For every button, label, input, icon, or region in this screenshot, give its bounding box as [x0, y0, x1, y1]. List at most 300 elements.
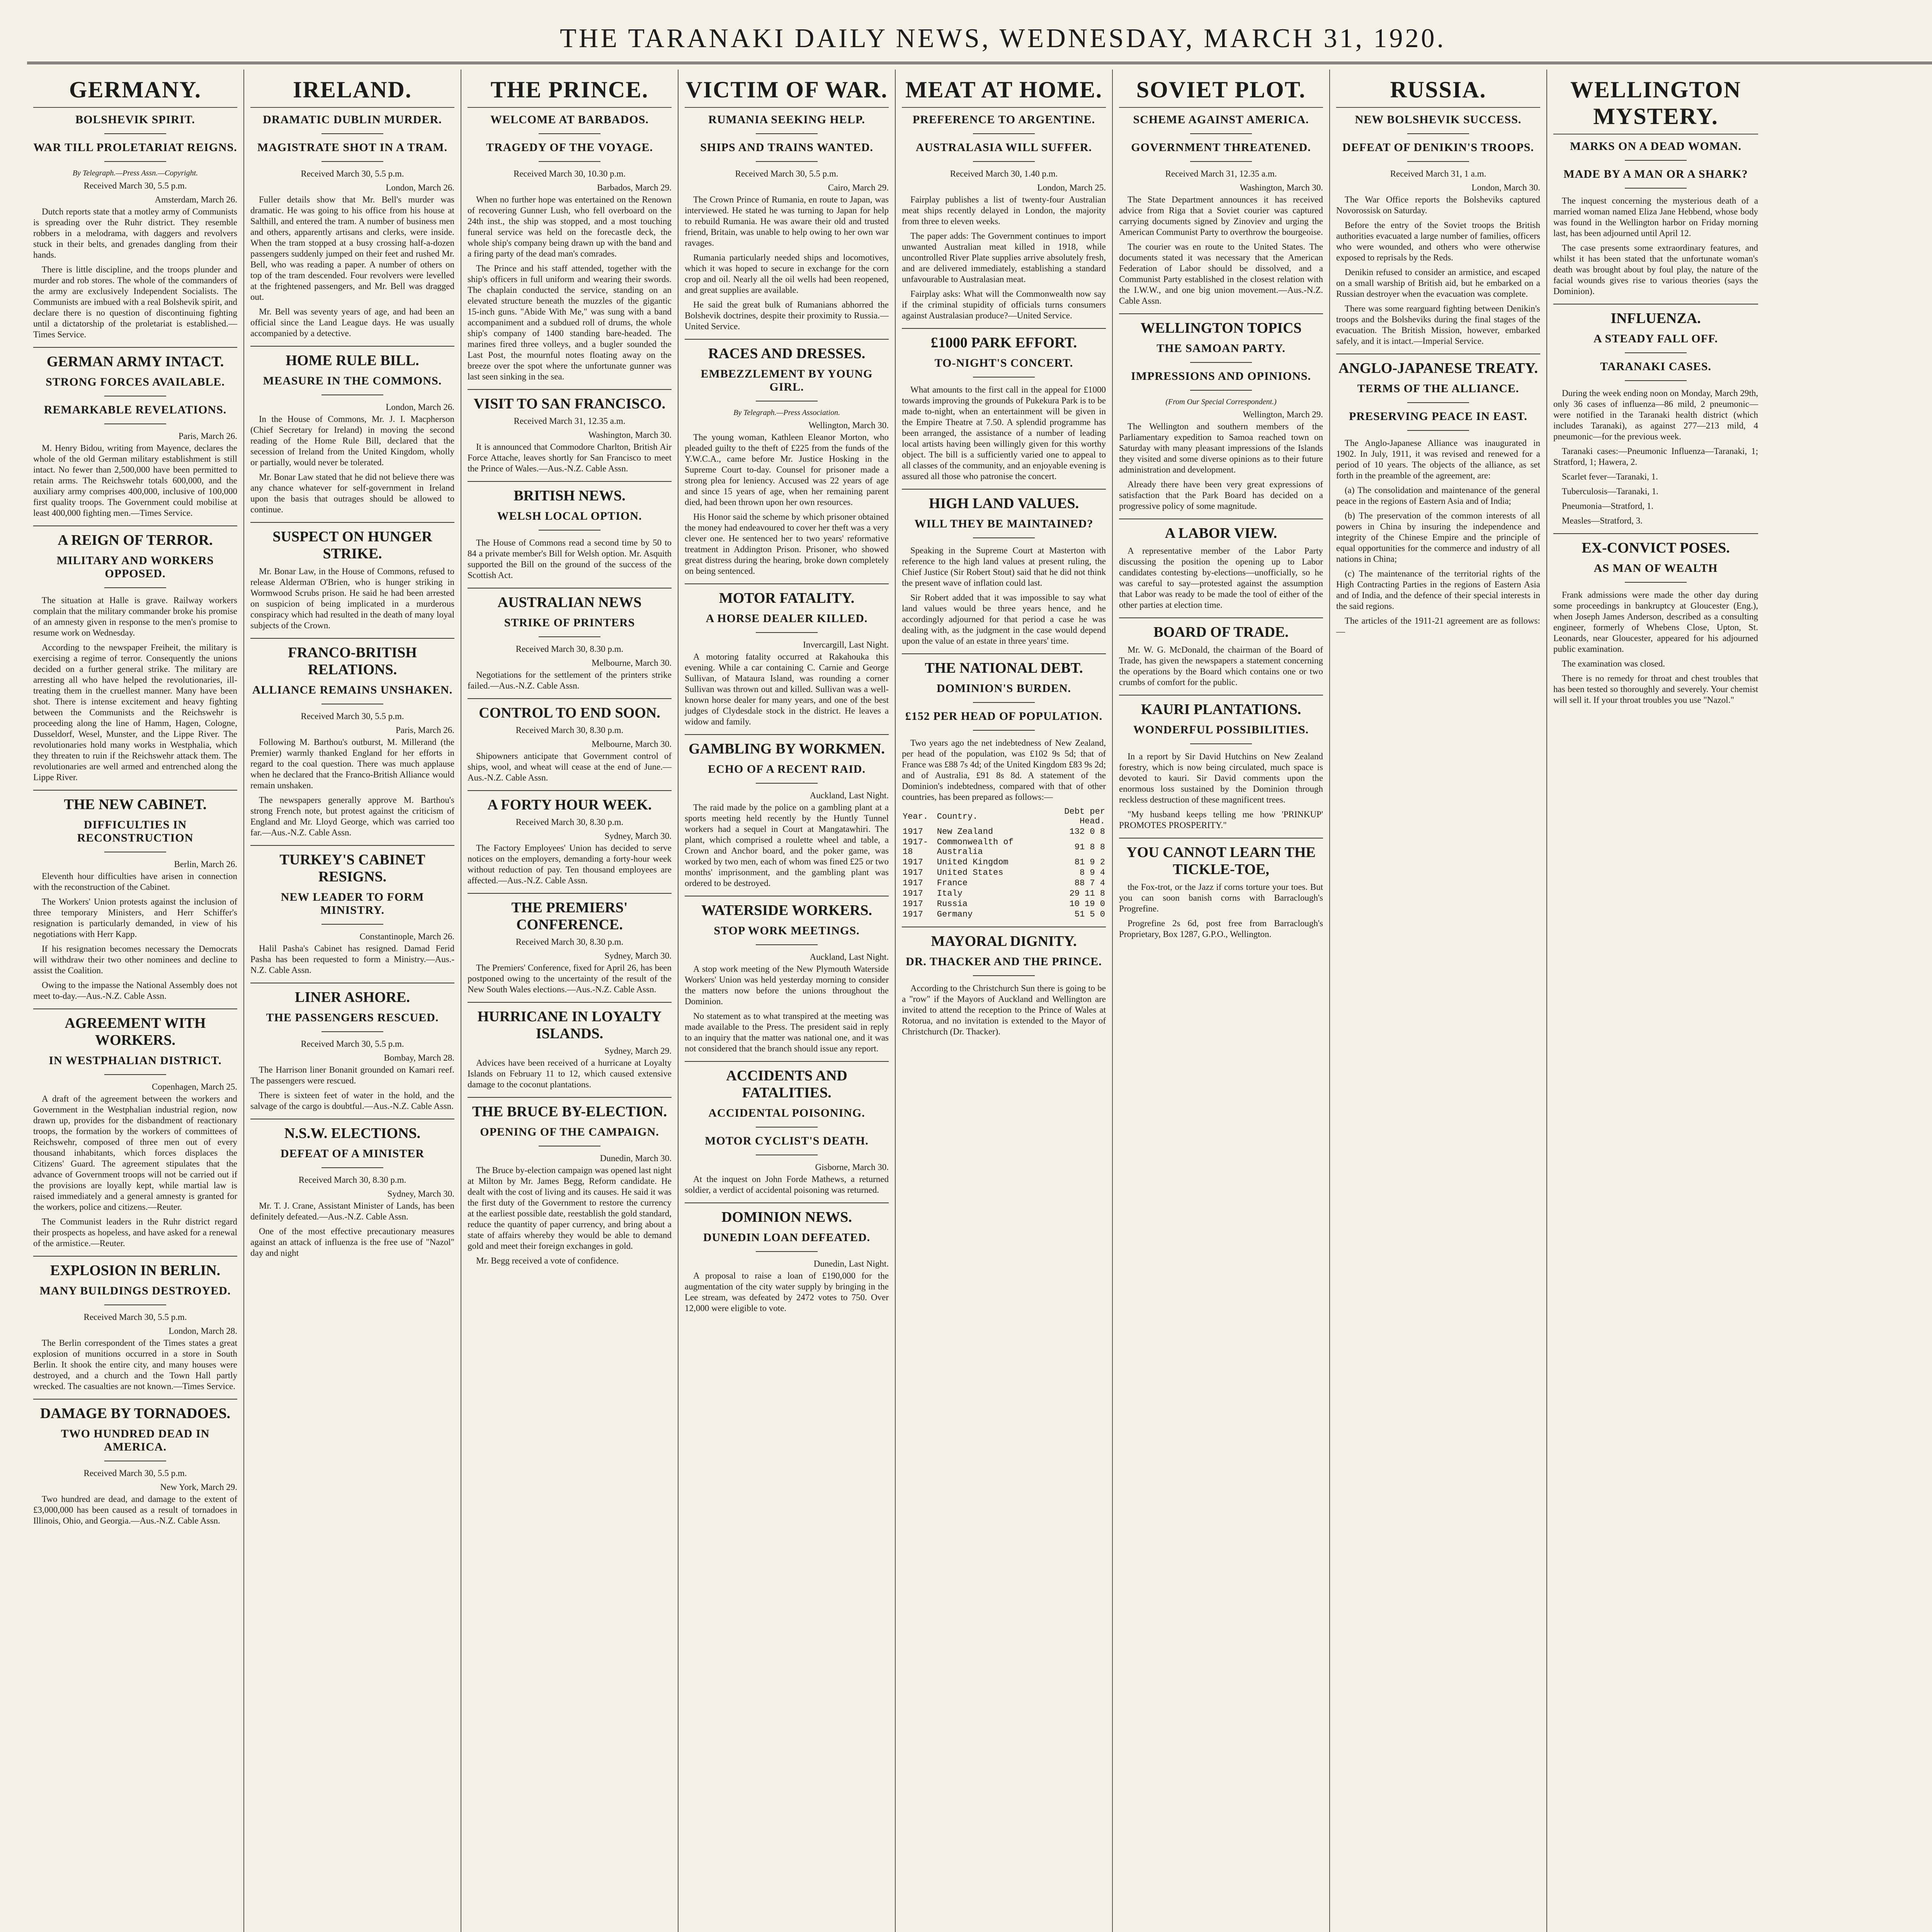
article-paragraph: Eleventh hour difficulties have arisen in connection with the reconstruction of the Cabinet. [33, 871, 237, 892]
article-paragraph: The State Department announces it has received advice from Riga that a Soviet courier was captured carrying documents signed by Zinoviev and urging the American Communist Party to overthrow the bourgeoise. [1119, 195, 1323, 237]
debt-table-cell: 132 0 8 [1069, 827, 1105, 837]
article-heading: YOU CANNOT LEARN THE TICKLE-TOE, [1119, 838, 1323, 878]
rule-divider [321, 924, 383, 925]
article-heading: HIGH LAND VALUES. [902, 489, 1106, 512]
article-paragraph: The situation at Halle is grave. Railway workers complain that the military commander broke his promise of an amnesty given in response to the men's promise to resume work on Wednesday. [33, 595, 237, 638]
debt-table-cell: Russia [937, 899, 968, 909]
article-heading: SOVIET PLOT. [1119, 70, 1323, 108]
article-subhead: OPENING OF THE CAMPAIGN. [480, 1126, 659, 1138]
article-heading: WATERSIDE WORKERS. [685, 896, 889, 919]
article-dateline: Melbourne, March 30. [592, 658, 672, 668]
debt-table-row [902, 837, 1106, 857]
article-paragraph: Mr. Bonar Law stated that he did not believe there was any chance whatever for self-government in Ireland upon the basis that outrages should be allowed to continue. [250, 472, 454, 514]
rule-divider [104, 161, 166, 162]
article-paragraph: Tuberculosis—Taranaki, 1. [1562, 486, 1658, 496]
debt-table-row [902, 878, 1106, 888]
article-paragraph: A draft of the agreement between the workers and Government in the Westphalian industrial region, now drawn up, provides for the disbandment of reactionary troops, the formation by the workers of committees of Reichswehr, composed of three men out of every thousand inhabitants, which forces displaces the Citizens' Guard. The agreement stipulates that the advance of Government troops will not be carried out if the provisions are loyally kept, while martial law is raised immediately and a general amnesty is granted for the workers, police and citizens.—Reuter. [33, 1094, 237, 1212]
article [902, 653, 1106, 920]
article-subhead: DIFFICULTIES IN RECONSTRUCTION [77, 818, 194, 844]
article-paragraph: If his resignation becomes necessary the Democrats will withdraw their two other nominees and decline to assist the Coalition. [33, 944, 237, 975]
article-byline: By Telegraph.—Press Association. [733, 408, 840, 417]
article-dateline: New York, March 29. [160, 1482, 237, 1492]
debt-table-cell: 8 9 4 [1079, 868, 1105, 878]
rule-divider [1407, 402, 1469, 403]
article-heading: RACES AND DRESSES. [685, 339, 889, 362]
rule-divider [1190, 362, 1252, 363]
article-dateline: Washington, March 30. [1240, 183, 1323, 192]
article-subhead: AS MAN OF WEALTH [1594, 562, 1718, 575]
article-dateline: Cairo, March 29. [828, 183, 889, 192]
article-heading: THE NEW CABINET. [33, 790, 237, 813]
rule-divider [756, 1251, 818, 1252]
article-heading: GERMAN ARMY INTACT. [33, 347, 237, 370]
article-subhead: DEFEAT OF A MINISTER [280, 1147, 425, 1160]
rule-divider [1625, 582, 1687, 583]
article [902, 70, 1106, 321]
article [468, 893, 672, 995]
debt-table-cell: 88 7 4 [1074, 878, 1105, 888]
article [33, 526, 237, 783]
rule-divider [539, 530, 600, 531]
article-heading: CONTROL TO END SOON. [468, 698, 672, 721]
article-subhead: SCHEME AGAINST AMERICA. [1133, 113, 1309, 126]
rule-divider [1190, 390, 1252, 391]
rule-divider [321, 1167, 383, 1168]
article-paragraph: According to the Christchurch Sun there is going to be a "row" if the Mayors of Auckland and Wellington are invited to attend the reception to the Prince of Wales at Rotorua, and no invitation is extended to the Mayor of Christchurch (Dr. Thacker). [902, 983, 1106, 1036]
column-8 [1547, 70, 1764, 1932]
article [33, 347, 237, 519]
debt-table-header-cell: Year. [903, 811, 929, 821]
article-paragraph: What amounts to the first call in the appeal for £1000 towards improving the grounds of Pukekura Park is to be made to-night, when an entertainment will be given in the Empire Theatre at 7.50. A splendid programme has been arranged, the assistance of a number of leading local artists having been willingly given for this worthy object. The bill is a sufficiently varied one to appeal to all classes of the community, and an enjoyable evening is assured all those who patronise the concert. [902, 385, 1106, 481]
column-3 [461, 70, 679, 1932]
article-heading: £1000 PARK EFFORT. [902, 328, 1106, 351]
debt-table-cell: New Zealand [937, 827, 993, 837]
article-paragraph: The articles of the 1911-21 agreement are as follows:— [1336, 616, 1540, 636]
article-paragraph: (b) The preservation of the common interests of all powers in China by insuring the independence and integrity of the Chinese Empire and the principle of equal opportunities for the commerce and industry of all nations in China; [1336, 511, 1540, 564]
article-received: Received March 30, 5.5 p.m. [83, 181, 187, 190]
article [250, 845, 454, 976]
article-received: Received March 30, 8.30 p.m. [298, 1175, 406, 1185]
article-paragraph: Following M. Barthou's outburst, M. Millerand (the Premier) warmly thanked England for her efforts in regard to the coal question. There was much applause when he declared that the Franco-British Alliance would remain unshaken. [250, 737, 454, 790]
columns-container [27, 70, 1932, 1932]
article-paragraph: The young woman, Kathleen Eleanor Morton, who pleaded guilty to the theft of £225 from the funds of the Y.W.C.A., came before Mr. Justice Hosking in the Supreme Court to-day. Counsel for prisoner made a strong plea for leniency. Accused was 22 years of age and since 15 years of age, when her remaining parent died, had been thrown upon her own resources. [685, 432, 889, 507]
article [33, 1256, 237, 1392]
debt-table-cell: 1917-18 [903, 837, 929, 857]
article-paragraph: Dutch reports state that a motley army of Communists is spreading over the Ruhr district. They resemble robbers in a melodrama, with daggers and revolvers stuck in their belts, and grenades dangling from their hands. [33, 207, 237, 260]
article-dateline: Berlin, March 26. [174, 859, 237, 869]
debt-table-cell: 51 5 0 [1074, 910, 1105, 919]
rule-divider [973, 537, 1035, 538]
article-paragraph: Taranaki cases:—Pneumonic Influenza—Taranaki, 1; Stratford, 1; Hawera, 2. [1553, 446, 1758, 467]
article-heading: N.S.W. ELECTIONS. [250, 1119, 454, 1142]
article-subhead: AUSTRALASIA WILL SUFFER. [915, 141, 1092, 154]
article-paragraph: His Honor said the scheme by which prisoner obtained the money had endeavoured to cover her theft was a very clever one. He sentenced her to two years' reformative treatment in Addington Prison. Prisoner, who showed great distress during the hearing, broke down completely on being sentenced. [685, 512, 889, 576]
rule-divider [1407, 161, 1469, 162]
debt-table [902, 806, 1106, 920]
article-paragraph: The Harrison liner Bonanit grounded on Kamari reef. The passengers were rescued. [250, 1065, 454, 1085]
article-dateline: Sydney, March 30. [387, 1189, 454, 1199]
article-subhead: ALLIANCE REMAINS UNSHAKEN. [252, 684, 453, 696]
debt-table-cell: Commonwealth of Australia [937, 837, 1014, 857]
article-byline: By Telegraph.—Press Assn.—Copyright. [72, 169, 198, 177]
article-subhead: MARKS ON A DEAD WOMAN. [1570, 140, 1742, 153]
article-paragraph: In the House of Commons, Mr. J. I. Macpherson (Chief Secretary for Ireland) in moving the second reading of the Home Rule Bill, declared that the secession of Ireland from the United Kingdom, wholly or partially, would never be tolerated. [250, 414, 454, 467]
debt-table-cell: 81 9 2 [1074, 857, 1105, 867]
article-subhead: MOTOR CYCLIST'S DEATH. [705, 1134, 869, 1147]
article-heading: KAURI PLANTATIONS. [1119, 695, 1323, 718]
debt-table-cell: 29 11 8 [1069, 889, 1105, 898]
article-subhead: GOVERNMENT THREATENED. [1131, 141, 1311, 154]
article-dateline: Melbourne, March 30. [592, 739, 672, 749]
rule-divider [321, 133, 383, 134]
article-paragraph: Fairplay asks: What will the Commonwealth now say if the criminal stupidity of officials turns consumers against Australasian produce?—United Service. [902, 289, 1106, 320]
article-paragraph: The raid made by the police on a gambling plant at a sports meeting held recently by the Huntly Tunnel workers had a sequel in Court at Mangatawhiri. The plant, which comprised a roulette wheel and table, a Crown and Anchor board, and the poker game, was worked by two men, each of whom was fined £25 or two months' imprisonment, and the gambling plant was ordered to be destroyed. [685, 803, 889, 888]
article-subhead: WELSH LOCAL OPTION. [497, 510, 642, 522]
article-dateline: Paris, March 26. [178, 431, 237, 441]
article-heading: VICTIM OF WAR. [685, 70, 889, 108]
article-heading: LINER ASHORE. [250, 983, 454, 1006]
article-paragraph: Fuller details show that Mr. Bell's murder was dramatic. He was going to his office from his house at Salthill, and entered the tram. A number of business men and others, apparently artisans and clerks, were inside. When the tram stopped at a busy crossing half-a-dozen passengers suddenly jumped on their feet and rushed Mr. Bell, who was reading a paper. A number of others on top of the tram descended. Four revolvers were levelled at the frightened passengers, and Mr. Bell was dragged out. [250, 195, 454, 302]
article [468, 70, 672, 382]
debt-table-header-cell: Debt per Head. [1064, 807, 1105, 826]
article-subhead: IN WESTPHALIAN DISTRICT. [49, 1054, 222, 1067]
rule-divider [321, 161, 383, 162]
article-heading: MOTOR FATALITY. [685, 583, 889, 607]
article-heading: WELLINGTON MYSTERY. [1553, 70, 1758, 134]
article [250, 346, 454, 515]
article-paragraph: The inquest concerning the mysterious death of a married woman named Eliza Jane Hebbend, whose body was found in the Wellington harbor on Friday morning last, has been adjourned until April 12. [1553, 196, 1758, 238]
rule-divider [756, 944, 818, 945]
article [1119, 695, 1323, 831]
article-subhead: TARANAKI CASES. [1600, 360, 1711, 373]
masthead [27, 15, 1932, 64]
debt-table-cell: Germany [937, 910, 973, 919]
rule-divider [973, 702, 1035, 703]
article-heading: MEAT AT HOME. [902, 70, 1106, 108]
article-subhead: DR. THACKER AND THE PRINCE. [906, 955, 1102, 968]
column-5 [896, 70, 1113, 1932]
article-subhead: STRIKE OF PRINTERS [504, 616, 635, 629]
article-paragraph: Before the entry of the Soviet troops the British authorities evacuated a large number of families, officers who were wounded, and others who were otherwise exposed to reprisals by the Reds. [1336, 220, 1540, 262]
article-heading: THE BRUCE BY-ELECTION. [468, 1097, 672, 1120]
debt-table-cell: 1917 [903, 878, 923, 888]
rule-divider [756, 161, 818, 162]
article-paragraph: When no further hope was entertained on the Renown of recovering Gunner Lush, who fell overboard on the 24th inst., the ship was stopped, and a most touching funeral service was held on the forecastle deck, the whole ship's company being drawn up with the band and a firing party of the dead man's comrades. [468, 195, 672, 259]
article [1336, 354, 1540, 637]
article-heading: FRANCO-BRITISH RELATIONS. [250, 638, 454, 678]
article-dateline: Wellington, March 29. [1243, 410, 1323, 419]
article-paragraph: Fairplay publishes a list of twenty-four Australian meat ships recently delayed in London, the majority from three to eleven weeks. [902, 195, 1106, 226]
article-paragraph: (a) The consolidation and maintenance of the general peace in the regions of Eastern Asia and of India; [1336, 485, 1540, 506]
article [33, 70, 237, 340]
article-paragraph: Speaking in the Supreme Court at Masterton with reference to the high land values at present ruling, the Chief Justice (Sir Robert Stout) said that he did not think the present wave of inflation could last. [902, 546, 1106, 588]
article-subhead: SHIPS AND TRAINS WANTED. [700, 141, 873, 154]
article-received: Received March 30, 5.5 p.m. [301, 1039, 404, 1049]
article-heading: VISIT TO SAN FRANCISCO. [468, 389, 672, 412]
column-2 [244, 70, 461, 1932]
article [468, 389, 672, 474]
article-received: Received March 30, 5.5 p.m. [301, 169, 404, 179]
article-paragraph: The case presents some extraordinary features, and whilst it has been stated that the unfortunate woman's death was brought about by foul play, the nature of the facial wounds gives rise to various theories (says the Dominion). [1553, 243, 1758, 296]
article-paragraph: A representative member of the Labor Party discussing the position the opening up to Labor candidates contesting by-elections—unofficially, so he was careful to say—protested against the assumption that Labor was ready to be made the tool of either of the other parties at election time. [1119, 546, 1323, 610]
article-subhead: MILITARY AND WORKERS OPPOSED. [56, 554, 214, 580]
column-4 [679, 70, 896, 1932]
article-heading: TURKEY'S CABINET RESIGNS. [250, 845, 454, 885]
article-dateline: Wellington, March 30. [808, 420, 889, 430]
article-paragraph: There was some rearguard fighting between Denikin's troops and the Bolsheviks during the final stages of the evacuation. The British Mission, however, embarked safely, and it is intact.—Imperial Service. [1336, 304, 1540, 346]
debt-table-cell: 91 8 8 [1074, 842, 1105, 852]
article-received: Received March 30, 8.30 p.m. [515, 644, 624, 654]
debt-table-cell: 1917 [903, 868, 923, 878]
article-dateline: London, March 30. [1471, 183, 1540, 192]
article [685, 896, 889, 1054]
article-subhead: WILL THEY BE MAINTAINED? [914, 517, 1094, 530]
article-paragraph: Sir Robert added that it was impossible to say what land values would be three years hence, and he accordingly adjourned for that period a case he was dealing with, as the judgment in the case would depend upon the value of an estate in three years' time. [902, 593, 1106, 646]
article-heading: BRITISH NEWS. [468, 481, 672, 504]
article-heading: HURRICANE IN LOYALTY ISLANDS. [468, 1002, 672, 1042]
article-dateline: Amsterdam, March 26. [155, 195, 237, 204]
article-received: Received March 31, 1 a.m. [1390, 169, 1486, 179]
rule-divider [1407, 133, 1469, 134]
article-heading: HOME RULE BILL. [250, 346, 454, 369]
article [1553, 533, 1758, 706]
article-paragraph: Mr. Bell was seventy years of age, and had been an official since the Land League days. He was usually accompanied by a detective. [250, 307, 454, 338]
article-paragraph: Scarlet fever—Taranaki, 1. [1562, 472, 1658, 481]
masthead-title: THE TARANAKI DAILY NEWS, WEDNESDAY, MARCH 31, 1920. [560, 24, 1446, 53]
article-received: Received March 30, 5.5 p.m. [83, 1468, 187, 1478]
article [1553, 70, 1758, 297]
article-subhead: STRONG FORCES AVAILABLE. [46, 376, 225, 388]
article-paragraph: There is sixteen feet of water in the hold, and the salvage of the cargo is doubtful.—Aus.-N.Z. Cable Assn. [250, 1090, 454, 1111]
article-subhead: THE PASSENGERS RESCUED. [266, 1011, 439, 1024]
article-paragraph: Two hundred are dead, and damage to the extent of £3,000,000 has been caused as a result of tornadoes in Illinois, Ohio, and Georgia.—Aus.-N.Z. Cable Assn. [33, 1494, 237, 1526]
rule-divider [539, 636, 600, 637]
article-heading: THE PRINCE. [468, 70, 672, 108]
article [1119, 617, 1323, 688]
rule-divider [756, 632, 818, 633]
article-received: Received March 30, 5.5 p.m. [301, 711, 404, 721]
debt-table-row [902, 888, 1106, 899]
article-received: Received March 30, 5.5 p.m. [83, 1312, 187, 1322]
article [902, 489, 1106, 646]
article-subhead: MADE BY A MAN OR A SHARK? [1563, 168, 1748, 180]
rule-divider [104, 587, 166, 588]
article-subhead: DEFEAT OF DENIKIN'S TROOPS. [1342, 141, 1534, 154]
debt-table-row [902, 899, 1106, 909]
article-paragraph: The paper adds: The Government continues to import unwanted Australian meat killed in 1918, while uncontrolled River Plate supplies arrive absolutely fresh, and are delivered immediately, establishing a standard unfavourable to Australasian meat. [902, 231, 1106, 284]
article-paragraph: (c) The maintenance of the territorial rights of the High Contracting Parties in the regions of Eastern Asia and of India, and the defence of their special interests in the said regions. [1336, 569, 1540, 611]
article-heading: MAYORAL DIGNITY. [902, 927, 1106, 950]
article-dateline: Auckland, Last Night. [810, 952, 889, 962]
article [685, 734, 889, 889]
rule-divider [1625, 352, 1687, 353]
article-paragraph: A motoring fatality occurred at Rakahouka this evening. While a car containing C. Carnie and George Sullivan, of Mataura Island, was rounding a corner Sullivan was thrown out and killed. Sullivan was a well-known horse dealer for many years, and one of the best judges of Clydesdale stock in the district. He leaves a widow and family. [685, 652, 889, 726]
article [685, 583, 889, 727]
debt-table-row [902, 909, 1106, 920]
article-subhead: PREFERENCE TO ARGENTINE. [912, 113, 1095, 126]
article-received: Received March 30, 1.40 p.m. [950, 169, 1058, 179]
article-subhead: DOMINION'S BURDEN. [936, 682, 1071, 695]
article-dateline: London, March 25. [1037, 183, 1106, 192]
article-subhead: ACCIDENTAL POISONING. [708, 1107, 865, 1119]
article-paragraph: During the week ending noon on Monday, March 29th, only 36 cases of influenza—86 mild, 2 pneumonic—were notified in the Taranaki health district (which includes Taranaki), as against 277—213 mild, 4 pneumonic—for the previous week. [1553, 388, 1758, 441]
article-subhead: THE SAMOAN PARTY. [1156, 342, 1286, 355]
rule-divider [104, 1304, 166, 1305]
article-heading: ANGLO-JAPANESE TREATY. [1336, 354, 1540, 377]
article-paragraph: No statement as to what transpired at the meeting was made available to the Press. The president said in reply to an inquiry that the matter was national one, and it was not considered that the branch should issue any report. [685, 1011, 889, 1053]
article-paragraph: The Wellington and southern members of the Parliamentary expedition to Samoa reached town on Saturday with many pleasant impressions of the Islands they visited and some diverse opinions as to their future administration and development. [1119, 422, 1323, 474]
article-subhead: STOP WORK MEETINGS. [714, 924, 860, 937]
article-received: Received March 30, 8.30 p.m. [515, 937, 624, 947]
article-heading: A FORTY HOUR WEEK. [468, 790, 672, 813]
rule-divider [1625, 160, 1687, 161]
debt-table-cell: France [937, 878, 968, 888]
article-paragraph: The Anglo-Japanese Alliance was inaugurated in 1902. In July, 1911, it was revised and renewed for a period of 10 years. The objects of the alliance, as set forth in the preamble of the agreement, are: [1336, 438, 1540, 480]
article-paragraph: Rumania particularly needed ships and locomotives, which it was hoped to secure in exchange for the corn crop and oil. Nearly all the oil wells had been reopened, and great supplies are available. [685, 253, 889, 295]
article-paragraph: The courier was en route to the United States. The documents stated it was necessary that the American Federation of Labor should be dissolved, and a Communist Party established in the closest relation with the I.W.W., and one big union movement.—Aus.-N.Z. Cable Assn. [1119, 242, 1323, 306]
article-paragraph: The examination was closed. [1562, 659, 1665, 668]
article-paragraph: A proposal to raise a loan of £190,000 for the augmentation of the city water supply by bringing in the Lee stream, was defeated by 2472 votes to 750. Over 12,000 were eligible to vote. [685, 1271, 889, 1313]
article-paragraph: The Communist leaders in the Ruhr district regard their prospects as hopeless, and have asked for a renewal of the armistice.—Reuter. [33, 1217, 237, 1248]
article-paragraph: The Factory Employees' Union has decided to serve notices on the employers, demanding a forty-hour week without reduction of pay. Ten thousand employees are affected.—Aus.-N.Z. Cable Assn. [468, 843, 672, 885]
article-paragraph: He said the great bulk of Rumanians abhorred the Bolshevik doctrines, despite their proximity to Russia.—United Service. [685, 300, 889, 331]
article [468, 1002, 672, 1090]
article-subhead: A STEADY FALL OFF. [1594, 332, 1718, 345]
article-received: Received March 30, 5.5 p.m. [735, 169, 838, 179]
article [1119, 838, 1323, 940]
debt-table-cell: 1917 [903, 910, 923, 919]
article-subhead: ECHO OF A RECENT RAID. [708, 763, 866, 776]
article-paragraph: The Crown Prince of Rumania, en route to Japan, was interviewed. He stated he was turning to Japan for help to rebuild Rumania. He was aware their old and trusted friend, Britain, was unable to help owing to her own war ravages. [685, 195, 889, 248]
article [685, 339, 889, 577]
article-dateline: Constantinople, March 26. [359, 932, 454, 941]
article-paragraph: The Prince and his staff attended, together with the ship's officers in full uniform and wearing their swords. The chaplain conducted the service, standing on an elevated structure beneath the muzzles of the gigantic 15-inch guns. "Abide With Me," was sung with a band accompaniment and a subdued roll of drums, the whole ship's company of 1400 standing bare-headed. The marines fired three volleys, and a bugler sounded the Last Post, the mournful notes floating away on the breeze over the spot where the unfortunate gunner was last seen sinking in the sea. [468, 264, 672, 381]
rule-divider [973, 377, 1035, 378]
article-paragraph: There is little discipline, and the troops plunder and murder and rob stores. The whole of the commanders of the army are exclusively Independent Socialists. The Communists are imbued with a real Bolshevik spirit, and declare there is no question of discontinuing fighting until a dictatorship of the proletariat is established.—Times Service. [33, 265, 237, 339]
rule-divider [973, 730, 1035, 731]
article-byline: (From Our Special Correspondent.) [1165, 398, 1277, 406]
rule-divider [1625, 380, 1687, 381]
debt-table-cell: United Kingdom [937, 857, 1009, 867]
debt-table-row [902, 867, 1106, 878]
article-heading: INFLUENZA. [1553, 304, 1758, 327]
article-subhead: MANY BUILDINGS DESTROYED. [39, 1284, 231, 1297]
article [1119, 313, 1323, 512]
article-paragraph: "My husband keeps telling me how 'PRINKUP' PROMOTES PROSPERITY." [1119, 810, 1323, 830]
article [685, 70, 889, 332]
article-dateline: Sydney, March 29. [604, 1046, 672, 1056]
article-heading: AGREEMENT WITH WORKERS. [33, 1009, 237, 1049]
debt-table-header-cell: Country. [937, 811, 978, 821]
article-heading: GERMANY. [33, 70, 237, 108]
article-subhead: BOLSHEVIK SPIRIT. [75, 113, 195, 126]
article-paragraph: There is no remedy for throat and chest troubles that has been tested so thoroughly and severely. Your chemist will sell it. If your throat troubles you use "Nazol." [1553, 673, 1758, 705]
article-subhead: MAGISTRATE SHOT IN A TRAM. [257, 141, 447, 154]
debt-table-cell: 1917 [903, 889, 923, 898]
article-paragraph: It is announced that Commodore Charlton, British Air Force Attache, leaves shortly for San Francisco to meet the Prince of Wales.—Aus.-N.Z. Cable Assn. [468, 442, 672, 473]
rule-divider [973, 161, 1035, 162]
article-paragraph: the Fox-trot, or the Jazz if corns torture your toes. But you can soon banish corns with Barraclough's Progrefine. [1119, 882, 1323, 913]
article-paragraph: Two years ago the net indebtedness of New Zealand, per head of the population, was £102 9s 5d; that of France was £88 7s 4d; of the United Kingdom £83 9s 2d; and of Australia, £91 8s 8d. A statement of the Dominion's indebtedness, compared with that of other countries, has been prepared as follows:— [902, 738, 1106, 802]
rule-divider [1190, 743, 1252, 744]
debt-table-cell: 1917 [903, 857, 923, 867]
article-paragraph: At the inquest on John Forde Mathews, a returned soldier, a verdict of accidental poisoning was returned. [685, 1174, 889, 1195]
article-paragraph: The House of Commons read a second time by 50 to 84 a private member's Bill for Welsh option. Mr. Asquith supported the Bill on the ground of the success of the Scottish Act. [468, 538, 672, 580]
article-paragraph: According to the newspaper Freiheit, the military is exercising a regime of terror. Consequently the unions decided on a further general strike. The military are arresting all who have helped the revolutionaries, ill-treating them in the cruellest manner. Many have been shot. There is intense excitement and heavy fighting between the Communists and the Reichswehr is proceeding along the line of Hamm, Hagen, Cologne, Dusseldorf, Wesel, Munster, and the Lippe River. The revolutionaries hold many works in Westphalia, which they threaten to ruin if the Reichswehr attack them. The revolutionaries are well armed and entrenched along the Lippe River. [33, 643, 237, 782]
article [1336, 70, 1540, 347]
rule-divider [973, 975, 1035, 976]
article-subhead: TRAGEDY OF THE VOYAGE. [486, 141, 653, 154]
article-paragraph: M. Henry Bidou, writing from Mayence, declares the whole of the old German military establishment is still intact. No fewer than 2,500,000 have been permitted to retain arms. The Reichswehr totals 600,000, and the auxiliary army comprises 400,000, inclusive of 100,000 first quality troops. The Government could mobilise at least 400,000 fighting men.—Times Service. [33, 443, 237, 518]
rule-divider [756, 1127, 818, 1128]
article-paragraph: One of the most effective precautionary measures against an attack of influenza is the free use of "Nazol" day and night [250, 1226, 454, 1258]
article-subhead: IMPRESSIONS AND OPINIONS. [1131, 370, 1311, 383]
article-heading: WELLINGTON TOPICS [1119, 313, 1323, 337]
article-paragraph: The War Office reports the Bolsheviks captured Novorossisk on Saturday. [1336, 195, 1540, 215]
article [1119, 70, 1323, 306]
article-dateline: Dunedin, Last Night. [813, 1259, 889, 1269]
article-heading: DOMINION NEWS. [685, 1202, 889, 1226]
column-6 [1113, 70, 1330, 1932]
article-dateline: Sydney, March 30. [604, 831, 672, 841]
article-paragraph: The Premiers' Conference, fixed for April 26, has been postponed owing to the uncertainty of the result of the New South Wales elections.—Aus.-N.Z. Cable Assn. [468, 963, 672, 994]
article-dateline: Barbados, March 29. [597, 183, 672, 192]
debt-table-cell: 1917 [903, 827, 923, 837]
article-paragraph: The Berlin correspondent of the Times states a great explosion of munitions occurred in a store in South Berlin. It shook the entire city, and many houses were destroyed, and a church and the Town Hall partly wrecked. The casualties are not known.—Times Service. [33, 1338, 237, 1391]
article-dateline: Invercargill, Last Night. [803, 640, 889, 650]
article-paragraph: Mr. T. J. Crane, Assistant Minister of Lands, has been definitely defeated.—Aus.-N.Z. Cable Assn. [250, 1201, 454, 1221]
article-paragraph: Owing to the impasse the National Assembly does not meet to-day.—Aus.-N.Z. Cable Assn. [33, 980, 237, 1001]
article [468, 588, 672, 691]
article [902, 927, 1106, 1037]
article-received: Received March 31, 12.35 a.m. [514, 416, 626, 426]
article-dateline: London, March 28. [168, 1326, 237, 1336]
article [33, 1399, 237, 1526]
article-paragraph: Halil Pasha's Cabinet has resigned. Damad Ferid Pasha has been requested to form a Ministry.—Aus.-N.Z. Cable Assn. [250, 944, 454, 975]
debt-table-row [902, 827, 1106, 837]
article-subhead: MEASURE IN THE COMMONS. [263, 374, 442, 387]
article-heading: IRELAND. [250, 70, 454, 108]
article-subhead: TWO HUNDRED DEAD IN AMERICA. [61, 1427, 210, 1453]
article-subhead: DUNEDIN LOAN DEFEATED. [703, 1231, 871, 1244]
debt-table-cell: Italy [937, 889, 963, 898]
article-heading: THE PREMIERS' CONFERENCE. [468, 893, 672, 933]
article-heading: EX-CONVICT POSES. [1553, 533, 1758, 556]
article-received: Received March 30, 8.30 p.m. [515, 817, 624, 827]
article-subhead: TERMS OF THE ALLIANCE. [1357, 382, 1519, 395]
article-paragraph: Mr. W. G. McDonald, the chairman of the Board of Trade, has given the newspapers a statement concerning the operations by the Board which contains one or two crumbs of comfort for the public. [1119, 645, 1323, 687]
article-subhead: NEW BOLSHEVIK SUCCESS. [1355, 113, 1522, 126]
article [250, 983, 454, 1112]
article-paragraph: Pneumonia—Stratford, 1. [1562, 501, 1653, 511]
article-dateline: Bombay, March 28. [384, 1053, 454, 1063]
article-heading: RUSSIA. [1336, 70, 1540, 108]
article-subhead: RUMANIA SEEKING HELP. [708, 113, 865, 126]
article-subhead: REMARKABLE REVELATIONS. [44, 403, 227, 416]
article-received: Received March 31, 12.35 a.m. [1165, 169, 1277, 179]
article-subhead: TO-NIGHT'S CONCERT. [934, 357, 1073, 369]
article-heading: THE NATIONAL DEBT. [902, 653, 1106, 677]
article [1553, 304, 1758, 526]
article [33, 1009, 237, 1249]
article [685, 1061, 889, 1196]
rule-divider [1190, 161, 1252, 162]
article-dateline: London, March 26. [386, 402, 454, 412]
article-paragraph: In a report by Sir David Hutchins on New Zealand forestry, which is now being circulated, much space is devoted to kauri. Sir David comments upon the enormous loss sustained by the Dominion through reckless destruction of these magnificent trees. [1119, 752, 1323, 804]
article [685, 1202, 889, 1314]
article-dateline: Washington, March 30. [588, 430, 672, 440]
article-dateline: Dunedin, March 30. [600, 1153, 672, 1163]
